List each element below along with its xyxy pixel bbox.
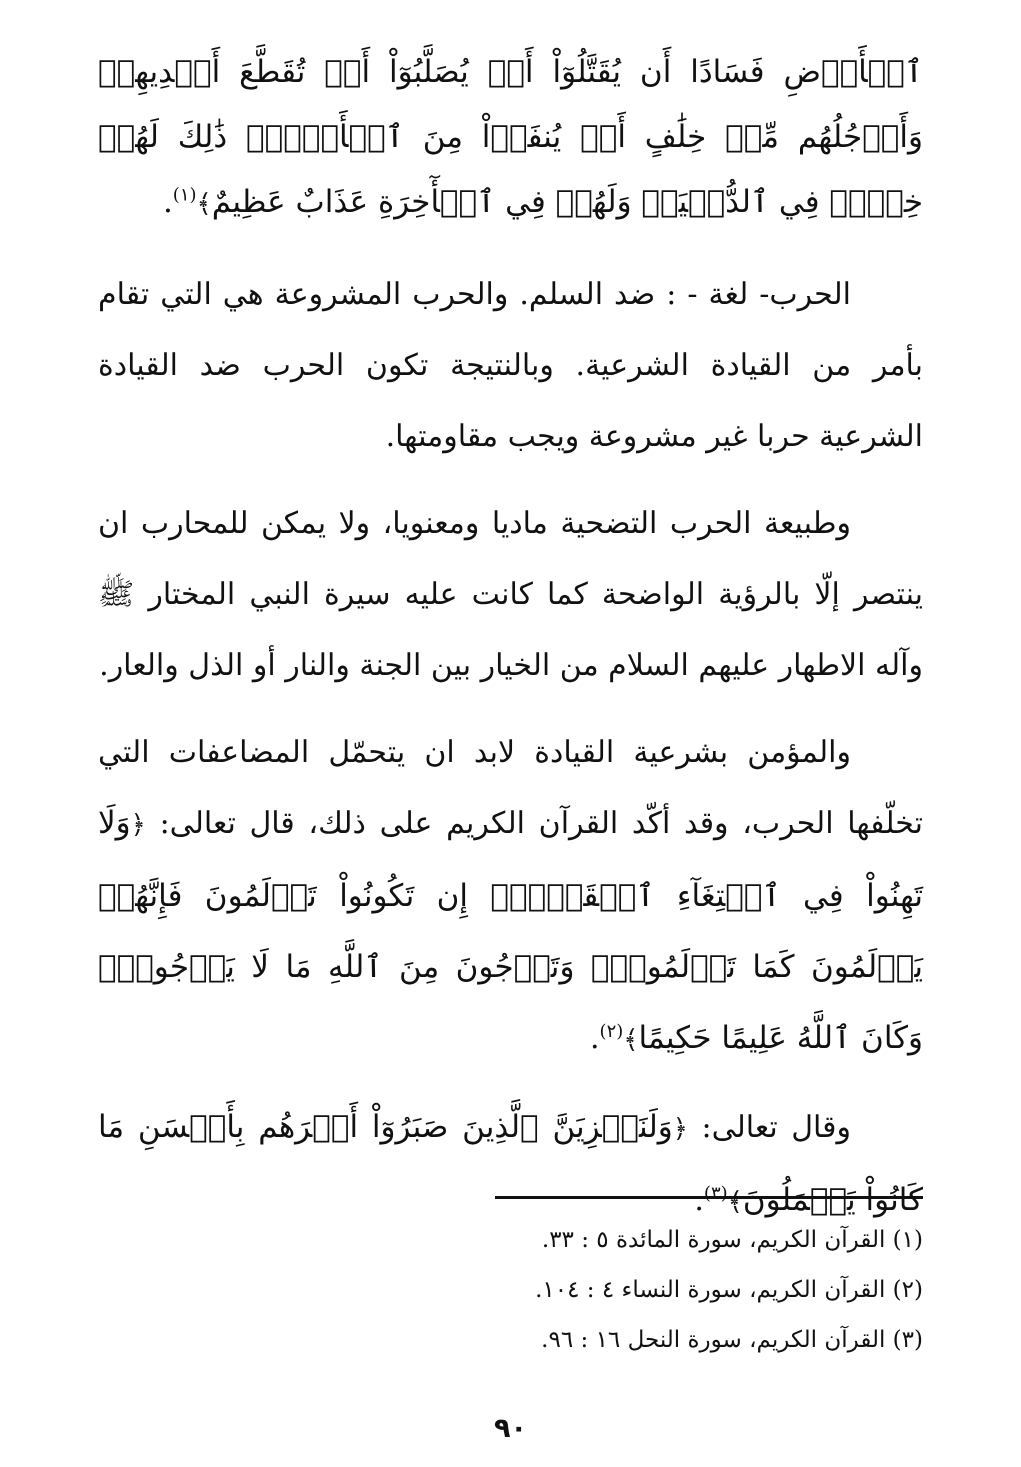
footnote-1: (١) القرآن الكريم، سورة المائدة ٥ : ٣٣. [541, 1227, 923, 1253]
paragraph-intro: وقال تعالى: [701, 1110, 851, 1145]
footnote-ref-1: (١) [172, 184, 197, 206]
paragraph-text: الحرب- لغة - : ضد السلم. والحرب المشروعة هي التي تقام بأمر من القيادة الشرعية. وبالنتيجة تكون الحرب ضد القيادة الشرعية حربا غير مشروعة ويجب مقاومتها. [98, 277, 923, 454]
footnote-ref-3: (٣) [703, 1183, 728, 1204]
verse-close-bracket: ﴾ [196, 189, 212, 219]
verse-close-bracket: ﴾ [623, 1025, 639, 1055]
quran-verse-continuation [98, 40, 923, 237]
paragraph-believer [98, 717, 923, 1076]
verse-end-period: . [162, 184, 173, 220]
quran-verse-text: ٱلۡأَرۡضِ فَسَادًا أَن يُقَتَّلُوٓاْ أَوۡ يُصَلَّبُوٓاْ أَوۡ تُقَطَّعَ أَيۡدِيهِمۡ وَأَرۡجُلُهُم مِّنۡ خِلَٰفٍ أَوۡ يُنفَوۡاْ مِنَ ٱلۡأَرۡضِۚ ذَٰلِكَ لَهُمۡ خِزۡيٞ فِي ٱلدُّنۡيَاۖ وَلَهُمۡ فِي ٱلۡأٓخِرَةِ عَذَابٌ عَظِيمٌ [98, 54, 923, 220]
book-page [98, 40, 923, 1467]
quran-verse-text: وَلَنَجۡزِيَنَّ ٱلَّذِينَ صَبَرُوٓاْ أَجۡرَهُم بِأَحۡسَنِ مَا كَانُواْ يَعۡمَلُونَ [98, 1109, 923, 1218]
verse-end-period: . [694, 1183, 704, 1218]
quran-verse-text: وَلَا تَهِنُواْ فِي ٱبۡتِغَآءِ ٱلۡقَوۡمِۖ إِن تَكُونُواْ تَأۡلَمُونَ فَإِنَّهُمۡ يَأۡلَمُونَ كَمَا تَأۡلَمُونَۖ وَتَرۡجُونَ مِنَ ٱللَّهِ مَا لَا يَرۡجُونَۗ وَكَانَ ٱللَّهُ عَلِيمًا حَكِيمًا [98, 805, 923, 1056]
footnote-3: (٣) القرآن الكريم، سورة النحل ١٦ : ٩٦. [541, 1327, 923, 1353]
paragraph-war-nature [98, 488, 923, 701]
footnote-2: (٢) القرآن الكريم، سورة النساء ٤ : ١٠٤. [535, 1277, 923, 1303]
paragraph-text: وطبيعة الحرب التضحية ماديا ومعنويا، ولا يمكن للمحارب ان ينتصر إلّا بالرؤية الواضحة كما كانت عليه سيرة النبي المختار ﷺ وآله الاطهار عليهم السلام من الخيار بين الجنة والنار أو الذل والعار. [98, 506, 923, 683]
paragraph-war-definition [98, 259, 923, 472]
verse-open-bracket: ﴿ [130, 810, 146, 840]
verse-end-period: . [590, 1021, 600, 1056]
paragraph-intro: والمؤمن بشرعية القيادة لابد ان يتحمّل المضاعفات التي تخلّفها الحرب، وقد أكّد القرآن الكريم على ذلك، قال تعالى: [98, 735, 923, 841]
footnote-ref-2: (٢) [599, 1021, 624, 1042]
footnotes [98, 1215, 923, 1365]
footnote-divider [495, 1196, 923, 1199]
page-number: ٩٠ [494, 1413, 527, 1444]
verse-open-bracket: ﴿ [672, 1114, 688, 1144]
verse-close-bracket: ﴾ [727, 1187, 743, 1217]
